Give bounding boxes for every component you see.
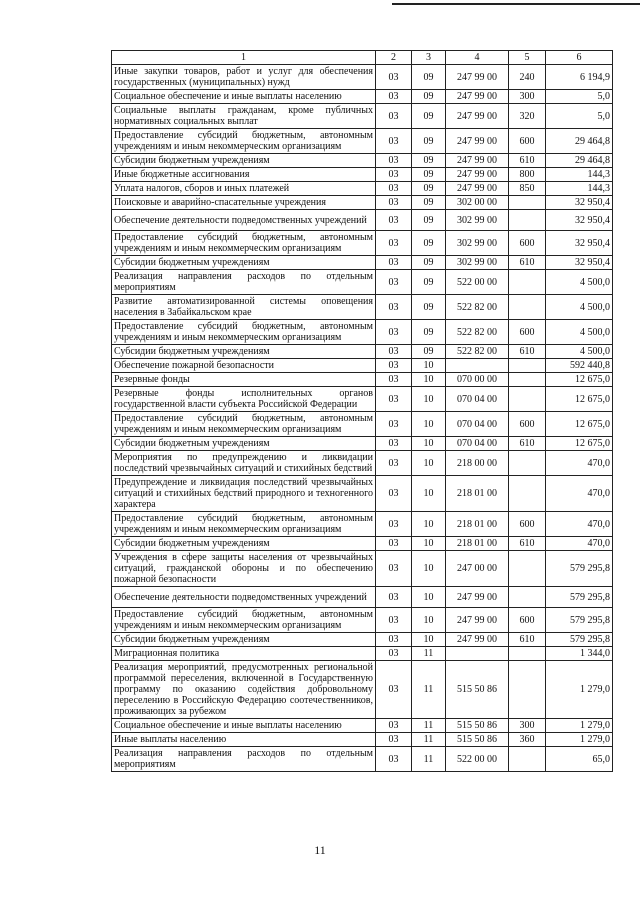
expense-type-code (509, 373, 546, 387)
expense-name: Поисковые и аварийно-спасательные учреждения (112, 196, 376, 210)
table-row (112, 270, 613, 295)
amount: 12 675,0 (546, 412, 613, 437)
expense-type-code: 610 (509, 537, 546, 551)
table-row (112, 231, 613, 256)
expense-name: Субсидии бюджетным учреждениям (112, 537, 376, 551)
expense-name: Обеспечение пожарной безопасности (112, 359, 376, 373)
target-article-code: 247 99 00 (446, 129, 509, 154)
target-article-code: 302 99 00 (446, 231, 509, 256)
table-row (112, 129, 613, 154)
expense-name: Субсидии бюджетным учреждениям (112, 345, 376, 359)
target-article-code: 302 99 00 (446, 256, 509, 270)
expense-type-code: 600 (509, 320, 546, 345)
target-article-code: 522 00 00 (446, 747, 509, 772)
section-code: 03 (376, 320, 412, 345)
section-code: 03 (376, 437, 412, 451)
table-row (112, 512, 613, 537)
expense-name: Предоставление субсидий бюджетным, автономным учреждениям и иным некоммерческим организациям (112, 231, 376, 256)
subsection-code: 11 (412, 733, 446, 747)
table-row (112, 747, 613, 772)
section-code: 03 (376, 270, 412, 295)
expense-type-code (509, 476, 546, 512)
target-article-code: 070 04 00 (446, 412, 509, 437)
amount: 579 295,8 (546, 587, 613, 608)
section-code: 03 (376, 633, 412, 647)
expense-name: Реализация мероприятий, предусмотренных региональной программой переселения, включенной в Государственную программу по оказанию содействия добровольному переселению в Российскую Федерацию соотечественников, проживающих за рубежом (112, 661, 376, 719)
column-number: 2 (376, 51, 412, 65)
expense-type-code: 600 (509, 231, 546, 256)
target-article-code: 218 01 00 (446, 476, 509, 512)
table-row (112, 608, 613, 633)
expense-type-code (509, 270, 546, 295)
target-article-code: 522 82 00 (446, 295, 509, 320)
amount: 12 675,0 (546, 373, 613, 387)
subsection-code: 11 (412, 747, 446, 772)
section-code: 03 (376, 90, 412, 104)
amount: 4 500,0 (546, 320, 613, 345)
subsection-code: 09 (412, 256, 446, 270)
section-code: 03 (376, 295, 412, 320)
subsection-code: 09 (412, 345, 446, 359)
section-code: 03 (376, 196, 412, 210)
column-number: 1 (112, 51, 376, 65)
amount: 4 500,0 (546, 270, 613, 295)
table-row (112, 476, 613, 512)
table-row (112, 359, 613, 373)
subsection-code: 10 (412, 537, 446, 551)
expense-name: Субсидии бюджетным учреждениям (112, 154, 376, 168)
table-row (112, 437, 613, 451)
section-code: 03 (376, 129, 412, 154)
subsection-code: 10 (412, 633, 446, 647)
subsection-code: 10 (412, 587, 446, 608)
table-row (112, 451, 613, 476)
amount: 4 500,0 (546, 295, 613, 320)
target-article-code: 302 99 00 (446, 210, 509, 231)
expense-name: Уплата налогов, сборов и иных платежей (112, 182, 376, 196)
expense-name: Предоставление субсидий бюджетным, автономным учреждениям и иным некоммерческим организациям (112, 129, 376, 154)
section-code: 03 (376, 104, 412, 129)
expense-type-code: 850 (509, 182, 546, 196)
expense-name: Иные закупки товаров, работ и услуг для обеспечения государственных (муниципальных) нужд (112, 65, 376, 90)
expense-type-code: 360 (509, 733, 546, 747)
subsection-code: 09 (412, 168, 446, 182)
section-code: 03 (376, 608, 412, 633)
expense-type-code: 600 (509, 412, 546, 437)
target-article-code: 070 04 00 (446, 387, 509, 412)
section-code: 03 (376, 373, 412, 387)
amount: 144,3 (546, 168, 613, 182)
column-number: 4 (446, 51, 509, 65)
amount: 32 950,4 (546, 231, 613, 256)
table-row (112, 587, 613, 608)
expense-name: Социальное обеспечение и иные выплаты населению (112, 719, 376, 733)
table-row (112, 412, 613, 437)
expense-type-code (509, 196, 546, 210)
section-code: 03 (376, 182, 412, 196)
amount: 144,3 (546, 182, 613, 196)
column-number: 3 (412, 51, 446, 65)
expense-name: Миграционная политика (112, 647, 376, 661)
subsection-code: 10 (412, 608, 446, 633)
amount: 5,0 (546, 90, 613, 104)
page-number: 11 (314, 843, 326, 857)
section-code: 03 (376, 231, 412, 256)
table-row (112, 373, 613, 387)
section-code: 03 (376, 661, 412, 719)
expense-type-code (509, 359, 546, 373)
target-article-code: 247 99 00 (446, 587, 509, 608)
table-row (112, 647, 613, 661)
expense-type-code: 240 (509, 65, 546, 90)
section-code: 03 (376, 587, 412, 608)
amount: 1 279,0 (546, 733, 613, 747)
table-row (112, 65, 613, 90)
section-code: 03 (376, 537, 412, 551)
expense-name: Предоставление субсидий бюджетным, автономным учреждениям и иным некоммерческим организациям (112, 412, 376, 437)
subsection-code: 09 (412, 270, 446, 295)
target-article-code: 218 00 00 (446, 451, 509, 476)
target-article-code: 522 82 00 (446, 320, 509, 345)
target-article-code: 522 82 00 (446, 345, 509, 359)
expense-type-code: 300 (509, 719, 546, 733)
expense-name: Мероприятия по предупреждению и ликвидации последствий чрезвычайных ситуаций и стихийных бедствий (112, 451, 376, 476)
subsection-code: 09 (412, 231, 446, 256)
amount: 12 675,0 (546, 437, 613, 451)
expense-type-code (509, 647, 546, 661)
target-article-code: 070 04 00 (446, 437, 509, 451)
section-code: 03 (376, 345, 412, 359)
target-article-code (446, 647, 509, 661)
expense-type-code (509, 387, 546, 412)
expense-type-code: 800 (509, 168, 546, 182)
subsection-code: 09 (412, 129, 446, 154)
amount: 1 279,0 (546, 719, 613, 733)
section-code: 03 (376, 719, 412, 733)
subsection-code: 10 (412, 512, 446, 537)
expense-name: Иные выплаты населению (112, 733, 376, 747)
expense-name: Предоставление субсидий бюджетным, автономным учреждениям и иным некоммерческим организациям (112, 320, 376, 345)
expense-type-code (509, 587, 546, 608)
table-row (112, 551, 613, 587)
target-article-code: 515 50 86 (446, 661, 509, 719)
target-article-code: 247 99 00 (446, 154, 509, 168)
expense-type-code: 610 (509, 154, 546, 168)
amount: 29 464,8 (546, 154, 613, 168)
column-number: 6 (546, 51, 613, 65)
section-code: 03 (376, 65, 412, 90)
subsection-code: 10 (412, 437, 446, 451)
amount: 579 295,8 (546, 608, 613, 633)
target-article-code: 247 99 00 (446, 168, 509, 182)
expense-type-code: 600 (509, 129, 546, 154)
subsection-code: 11 (412, 647, 446, 661)
amount: 470,0 (546, 512, 613, 537)
table-row (112, 295, 613, 320)
amount: 470,0 (546, 476, 613, 512)
expense-name: Обеспечение деятельности подведомственных учреждений (112, 587, 376, 608)
target-article-code: 070 00 00 (446, 373, 509, 387)
table-row (112, 182, 613, 196)
expense-name: Субсидии бюджетным учреждениям (112, 256, 376, 270)
target-article-code: 522 00 00 (446, 270, 509, 295)
header-rule (392, 3, 640, 5)
subsection-code: 09 (412, 104, 446, 129)
expense-type-code: 610 (509, 345, 546, 359)
amount: 5,0 (546, 104, 613, 129)
subsection-code: 09 (412, 210, 446, 231)
expense-type-code: 610 (509, 633, 546, 647)
expense-type-code: 610 (509, 256, 546, 270)
expense-type-code (509, 451, 546, 476)
amount: 592 440,8 (546, 359, 613, 373)
table-row (112, 196, 613, 210)
column-number: 5 (509, 51, 546, 65)
expense-name: Социальное обеспечение и иные выплаты населению (112, 90, 376, 104)
expense-type-code (509, 295, 546, 320)
subsection-code: 10 (412, 476, 446, 512)
expense-name: Реализация направления расходов по отдельным мероприятиям (112, 270, 376, 295)
section-code: 03 (376, 733, 412, 747)
table-row (112, 168, 613, 182)
table-row (112, 733, 613, 747)
expense-name: Реализация направления расходов по отдельным мероприятиям (112, 747, 376, 772)
target-article-code (446, 359, 509, 373)
amount: 6 194,9 (546, 65, 613, 90)
target-article-code: 247 00 00 (446, 551, 509, 587)
table-row (112, 661, 613, 719)
amount: 29 464,8 (546, 129, 613, 154)
section-code: 03 (376, 256, 412, 270)
expense-name: Резервные фонды исполнительных органов государственной власти субъекта Российской Федерации (112, 387, 376, 412)
table-row (112, 210, 613, 231)
section-code: 03 (376, 359, 412, 373)
subsection-code: 09 (412, 320, 446, 345)
amount: 1 344,0 (546, 647, 613, 661)
amount: 579 295,8 (546, 633, 613, 647)
table-row (112, 90, 613, 104)
expense-name: Предупреждение и ликвидация последствий чрезвычайных ситуаций и стихийных бедствий природного и техногенного характера (112, 476, 376, 512)
target-article-code: 247 99 00 (446, 90, 509, 104)
target-article-code: 247 99 00 (446, 608, 509, 633)
expense-type-code (509, 551, 546, 587)
subsection-code: 09 (412, 295, 446, 320)
subsection-code: 09 (412, 90, 446, 104)
target-article-code: 247 99 00 (446, 182, 509, 196)
amount: 32 950,4 (546, 196, 613, 210)
expense-name: Субсидии бюджетным учреждениям (112, 437, 376, 451)
amount: 12 675,0 (546, 387, 613, 412)
expense-name: Социальные выплаты гражданам, кроме публичных нормативных социальных выплат (112, 104, 376, 129)
section-code: 03 (376, 154, 412, 168)
target-article-code: 515 50 86 (446, 733, 509, 747)
target-article-code: 247 99 00 (446, 65, 509, 90)
amount: 65,0 (546, 747, 613, 772)
subsection-code: 10 (412, 387, 446, 412)
subsection-code: 11 (412, 661, 446, 719)
table-row (112, 154, 613, 168)
expense-name: Субсидии бюджетным учреждениям (112, 633, 376, 647)
expense-name: Развитие автоматизированной системы оповещения населения в Забайкальском крае (112, 295, 376, 320)
target-article-code: 247 99 00 (446, 104, 509, 129)
subsection-code: 09 (412, 154, 446, 168)
section-code: 03 (376, 387, 412, 412)
target-article-code: 218 01 00 (446, 537, 509, 551)
amount: 470,0 (546, 537, 613, 551)
expense-type-code: 300 (509, 90, 546, 104)
target-article-code: 247 99 00 (446, 633, 509, 647)
amount: 470,0 (546, 451, 613, 476)
subsection-code: 09 (412, 196, 446, 210)
table-row (112, 104, 613, 129)
section-code: 03 (376, 476, 412, 512)
section-code: 03 (376, 451, 412, 476)
subsection-code: 10 (412, 359, 446, 373)
expense-name: Иные бюджетные ассигнования (112, 168, 376, 182)
section-code: 03 (376, 647, 412, 661)
subsection-code: 10 (412, 551, 446, 587)
expense-type-code: 610 (509, 437, 546, 451)
section-code: 03 (376, 210, 412, 231)
section-code: 03 (376, 168, 412, 182)
section-code: 03 (376, 412, 412, 437)
expense-name: Предоставление субсидий бюджетным, автономным учреждениям и иным некоммерческим организациям (112, 512, 376, 537)
section-code: 03 (376, 747, 412, 772)
amount: 4 500,0 (546, 345, 613, 359)
expense-type-code: 600 (509, 608, 546, 633)
amount: 32 950,4 (546, 210, 613, 231)
table-row (112, 256, 613, 270)
section-code: 03 (376, 512, 412, 537)
table-row (112, 719, 613, 733)
target-article-code: 218 01 00 (446, 512, 509, 537)
expense-type-code: 320 (509, 104, 546, 129)
target-article-code: 302 00 00 (446, 196, 509, 210)
table-row (112, 387, 613, 412)
subsection-code: 11 (412, 719, 446, 733)
expense-name: Предоставление субсидий бюджетным, автономным учреждениям и иным некоммерческим организациям (112, 608, 376, 633)
expense-type-code (509, 747, 546, 772)
expense-name: Учреждения в сфере защиты населения от чрезвычайных ситуаций, гражданской обороны и по обеспечению пожарной безопасности (112, 551, 376, 587)
column-number-row (112, 51, 613, 65)
table-row (112, 320, 613, 345)
expense-type-code (509, 210, 546, 231)
expense-type-code (509, 661, 546, 719)
table-row (112, 537, 613, 551)
amount: 1 279,0 (546, 661, 613, 719)
target-article-code: 515 50 86 (446, 719, 509, 733)
expense-name: Резервные фонды (112, 373, 376, 387)
section-code: 03 (376, 551, 412, 587)
subsection-code: 10 (412, 412, 446, 437)
subsection-code: 10 (412, 451, 446, 476)
expense-type-code: 600 (509, 512, 546, 537)
subsection-code: 10 (412, 373, 446, 387)
table-row (112, 633, 613, 647)
expense-name: Обеспечение деятельности подведомственных учреждений (112, 210, 376, 231)
amount: 32 950,4 (546, 256, 613, 270)
table-row (112, 345, 613, 359)
subsection-code: 09 (412, 182, 446, 196)
amount: 579 295,8 (546, 551, 613, 587)
subsection-code: 09 (412, 65, 446, 90)
budget-table (111, 50, 613, 772)
